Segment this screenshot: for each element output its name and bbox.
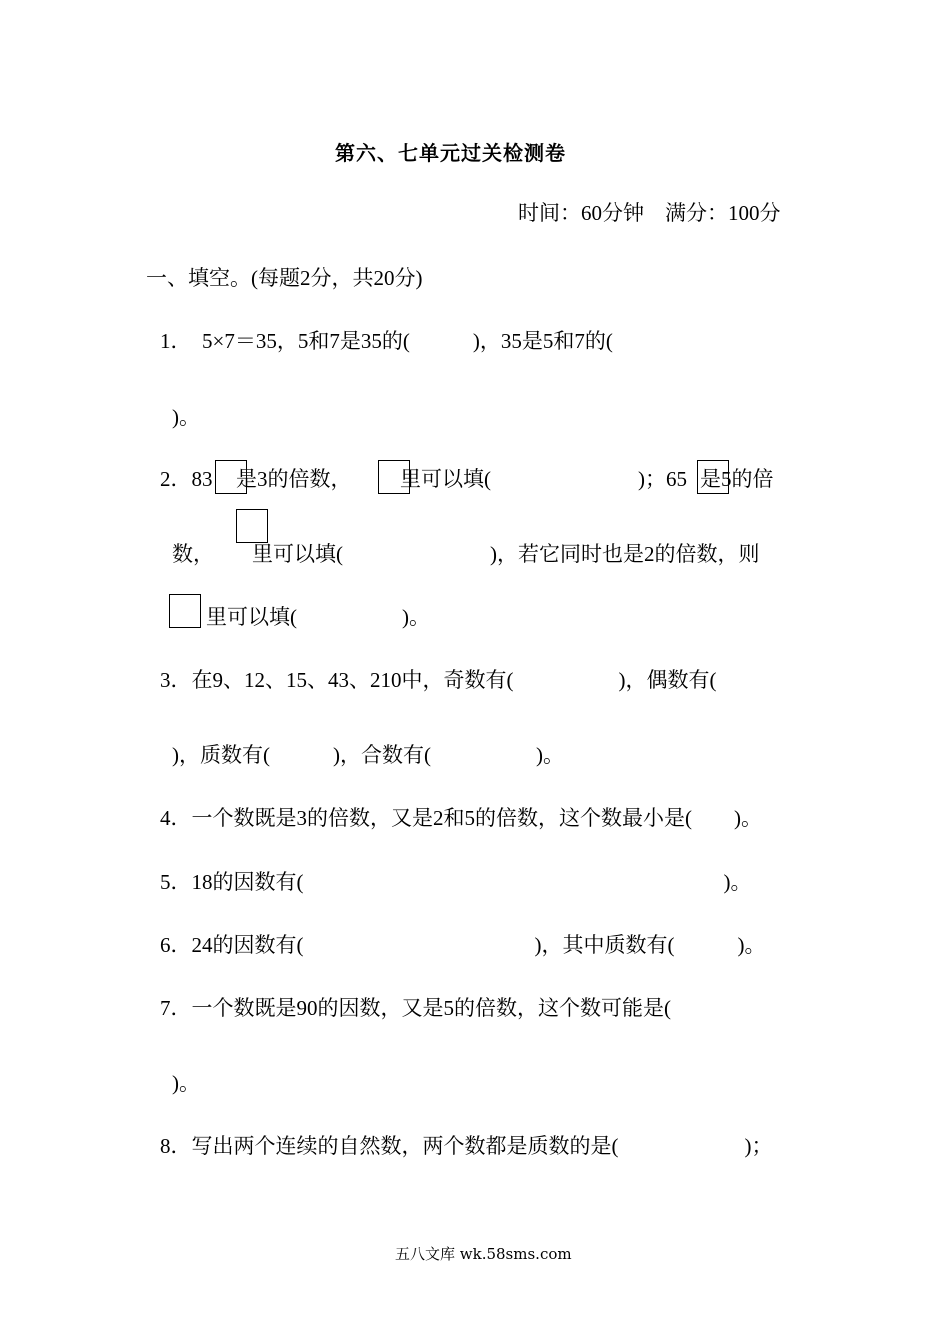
question-2-part-3: 里可以填( )；65 xyxy=(400,467,687,491)
question-1-line-2: )。 xyxy=(172,405,200,429)
question-2-part-4: 是5的倍 xyxy=(700,467,774,491)
question-5: 5．18的因数有( )。 xyxy=(160,870,752,894)
blank-box xyxy=(236,509,268,543)
question-2-part-7: 里可以填( )。 xyxy=(206,605,430,629)
footer-watermark: 五八文库 wk.58sms.com xyxy=(395,1245,572,1263)
exam-info: 时间：60分钟 满分：100分 xyxy=(518,201,781,225)
blank-box xyxy=(169,594,201,628)
question-6: 6．24的因数有( )，其中质数有( )。 xyxy=(160,933,766,957)
question-2-part-2: 是3的倍数， xyxy=(236,467,352,491)
page-title: 第六、七单元过关检测卷 xyxy=(335,141,566,165)
question-2-part-6: 里可以填( )，若它同时也是2的倍数，则 xyxy=(252,542,760,566)
question-2-part-5: 数， xyxy=(172,542,214,566)
question-7-line-2: )。 xyxy=(172,1071,200,1095)
question-7-line-1: 7．一个数既是90的因数，又是5的倍数，这个数可能是( xyxy=(160,996,671,1020)
question-1-line-1: 1． 5×7＝35，5和7是35的( )，35是5和7的( xyxy=(160,329,613,353)
question-3-line-1: 3．在9、12、15、43、210中，奇数有( )，偶数有( xyxy=(160,668,717,692)
question-3-line-2: )，质数有( )，合数有( )。 xyxy=(172,743,564,767)
section-heading: 一、填空。(每题2分，共20分) xyxy=(146,266,423,290)
question-2-part-1: 2．83 xyxy=(160,467,213,491)
question-4: 4．一个数既是3的倍数，又是2和5的倍数，这个数最小是( )。 xyxy=(160,806,762,830)
question-8: 8．写出两个连续的自然数，两个数都是质数的是( )； xyxy=(160,1134,773,1158)
